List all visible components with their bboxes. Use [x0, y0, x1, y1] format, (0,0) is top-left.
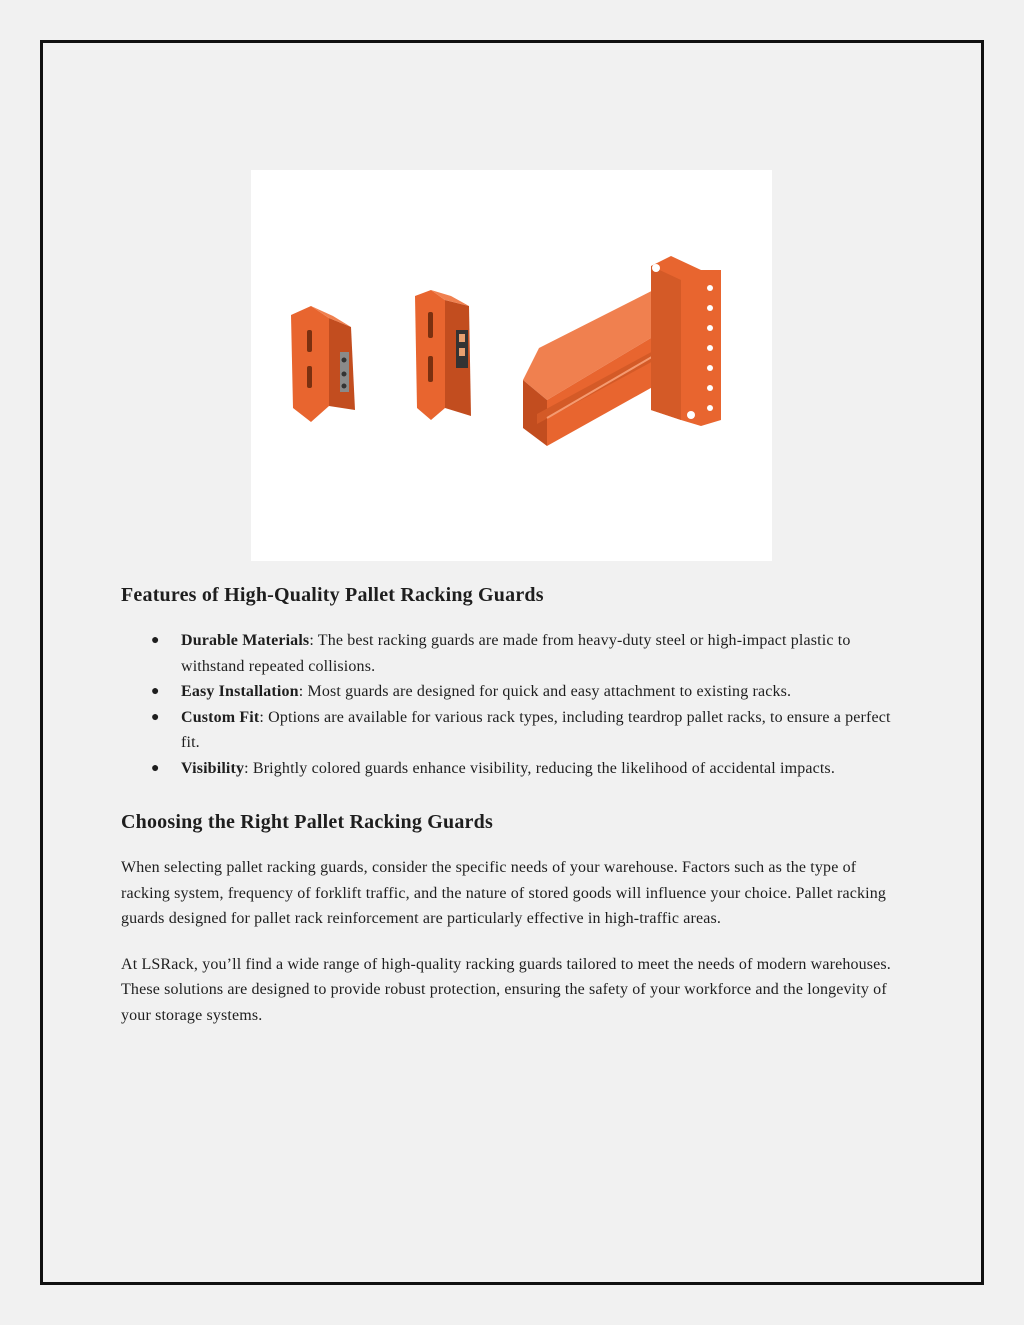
feature-list — [121, 628, 901, 781]
list-item — [121, 628, 901, 679]
small-bracket-middle — [415, 290, 471, 420]
product-image — [251, 170, 772, 561]
bullet-icon: ● — [151, 709, 160, 725]
feature-title: Visibility — [181, 759, 245, 777]
feature-title: Durable Materials — [181, 632, 310, 649]
feature-title: Custom Fit — [181, 708, 260, 726]
list-item — [121, 705, 901, 756]
racking-guards-illustration — [251, 170, 772, 561]
feature-text: : Options are available for various rack types, including teardrop pallet racks, to ensure a perfect fit. — [181, 708, 891, 751]
features-heading: Features of High-Quality Pallet Racking Guards — [121, 584, 544, 606]
article-content — [121, 580, 901, 1048]
feature-title: Easy Installation — [181, 683, 299, 700]
paragraph: When selecting pallet racking guards, consider the specific needs of your warehouse. Factors such as the type of racking system, frequency of forklift traffic, and the nature of stored goods will influence your choice. Pallet racking guards designed for pallet rack reinforcement are particularly effective in high-traffic areas. — [121, 859, 887, 927]
list-item — [121, 756, 901, 782]
bullet-icon: ● — [151, 760, 160, 776]
beam-connector — [523, 256, 721, 446]
bullet-icon: ● — [151, 633, 160, 648]
small-bracket-left — [291, 306, 355, 422]
feature-text: : Brightly colored guards enhance visibility, reducing the likelihood of accidental impacts. — [244, 759, 835, 777]
choosing-heading: Choosing the Right Pallet Racking Guards — [121, 811, 493, 833]
feature-text: : Most guards are designed for quick and easy attachment to existing racks. — [298, 683, 792, 700]
bullet-icon: ● — [151, 684, 160, 699]
paragraph: At LSRack, you’ll find a wide range of high-quality racking guards tailored to meet the needs of modern warehouses. These solutions are designed to provide robust protection, ensuring the safety of your workforce and the longevity of your storage systems. — [121, 955, 891, 1024]
feature-text: : The best racking guards are made from heavy-duty steel or high-impact plastic to withstand repeated collisions. — [181, 632, 851, 675]
list-item — [121, 679, 901, 705]
